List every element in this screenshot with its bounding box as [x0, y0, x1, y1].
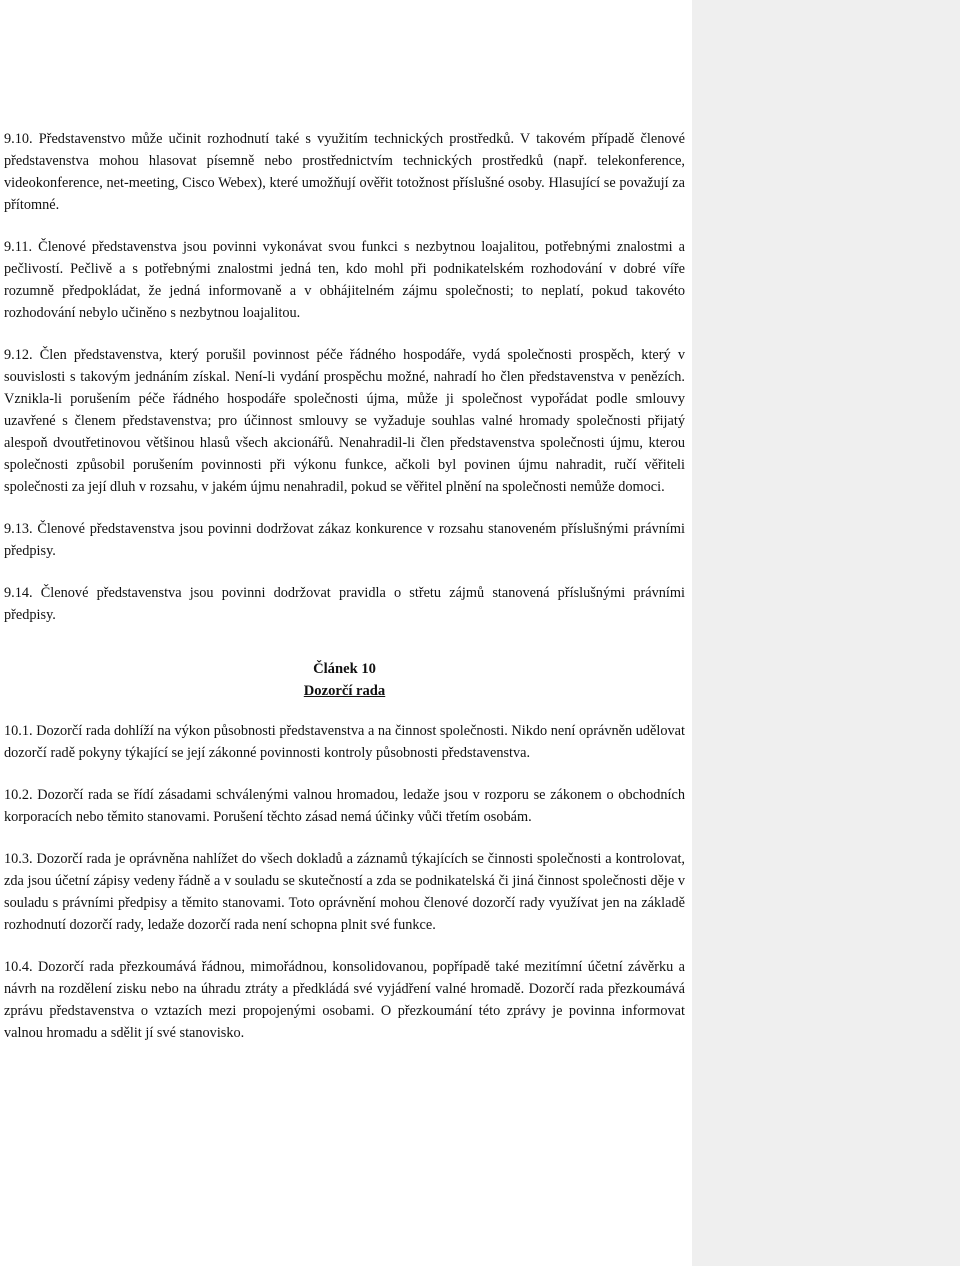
document-body [4, 128, 685, 1064]
paragraph-10-4: 10.4. Dozorčí rada přezkoumává řádnou, mimořádnou, konsolidovanou, popřípadě také mezitímní účetní závěrku a návrh na rozdělení zisku nebo na úhradu ztráty a předkládá své vyjádření valné hromadě. Dozorčí rada přezkoumává zprávu představenstva o vztazích mezi propojenými osobami. O přezkoumání této zprávy je povinna informovat valnou hromadu a sdělit jí své stanovisko. [4, 959, 685, 1041]
article-number: Článek 10 [313, 661, 376, 677]
article-title: Dozorčí rada [303, 683, 386, 699]
paragraph-9-12: 9.12. Člen představenstva, který porušil povinnost péče řádného hospodáře, vydá společnosti prospěch, který v souvislosti s takovým jednáním získal. Není-li vydání prospěchu možné, nahradí ho člen představenstva v penězích. Vznikla-li porušením péče řádného hospodáře společnosti újma, může ji společnost vypořádat podle smlouvy uzavřené s členem představenstva; pro účinnost smlouvy se vyžaduje souhlas valné hromady společnosti přijatý alespoň dvoutřetinovou většinou hlasů všech akcionářů. Nenahradil-li člen představenstva společnosti újmu, kterou společnosti způsobil porušením povinnosti při výkonu funkce, ačkoli byl povinen újmu nahradit, ručí věřiteli společnosti za její dluh v rozsahu, v jakém újmu nenahradil, pokud se věřitel plnění na společnosti nemůže domoci. [4, 347, 685, 495]
paragraph-9-11: 9.11. Členové představenstva jsou povinni vykonávat svou funkci s nezbytnou loajalitou, potřebnými znalostmi a pečlivostí. Pečlivě a s potřebnými znalostmi jedná ten, kdo mohl při podnikatelském rozhodování v dobré víře rozumně předpokládat, že jedná informovaně a v obhájitelném zájmu společnosti; to neplatí, pokud takovéto rozhodování nebylo učiněno s nezbytnou loajalitou. [4, 239, 685, 321]
comment-margin-pane [692, 0, 960, 1266]
paragraph-9-10: 9.10. Představenstvo může učinit rozhodnutí také s využitím technických prostředků. V takovém případě členové představenstva mohou hlasovat písemně nebo prostřednictvím technických prostředků (např. telekonference, videokonference, net-meeting, Cisco Webex), které umožňují ověřit totožnost příslušné osoby. Hlasující se považují za přítomné. [4, 131, 685, 213]
paragraph-10-2: 10.2. Dozorčí rada se řídí zásadami schválenými valnou hromadou, ledaže jsou v rozporu se zákonem o obchodních korporacích nebo těmito stanovami. Porušení těchto zásad nemá účinky vůči třetím osobám. [4, 787, 685, 825]
paragraph-9-13: 9.13. Členové představenstva jsou povinni dodržovat zákaz konkurence v rozsahu stanoveném příslušnými právními předpisy. [4, 521, 685, 559]
paragraph-10-3: 10.3. Dozorčí rada je oprávněna nahlížet do všech dokladů a záznamů týkajících se činnosti společnosti a kontrolovat, zda jsou účetní zápisy vedeny řádně a v souladu se skutečností a zda se podnikatelská či jiná činnost společnosti děje v souladu s právními předpisy a těmito stanovami. Toto oprávnění mohou členové dozorčí rady využívat jen na základě rozhodnutí dozorčí rady, ledaže dozorčí rada není schopna plnit své funkce. [4, 851, 685, 933]
paragraph-10-1: 10.1. Dozorčí rada dohlíží na výkon působnosti představenstva a na činnost společnosti. Nikdo není oprávněn udělovat dozorčí radě pokyny týkající se její zákonné povinnosti kontroly působnosti představenstva. [4, 723, 685, 761]
article-heading [4, 658, 685, 702]
paragraph-9-14: 9.14. Členové představenstva jsou povinni dodržovat pravidla o střetu zájmů stanovená příslušnými právními předpisy. [4, 585, 685, 623]
